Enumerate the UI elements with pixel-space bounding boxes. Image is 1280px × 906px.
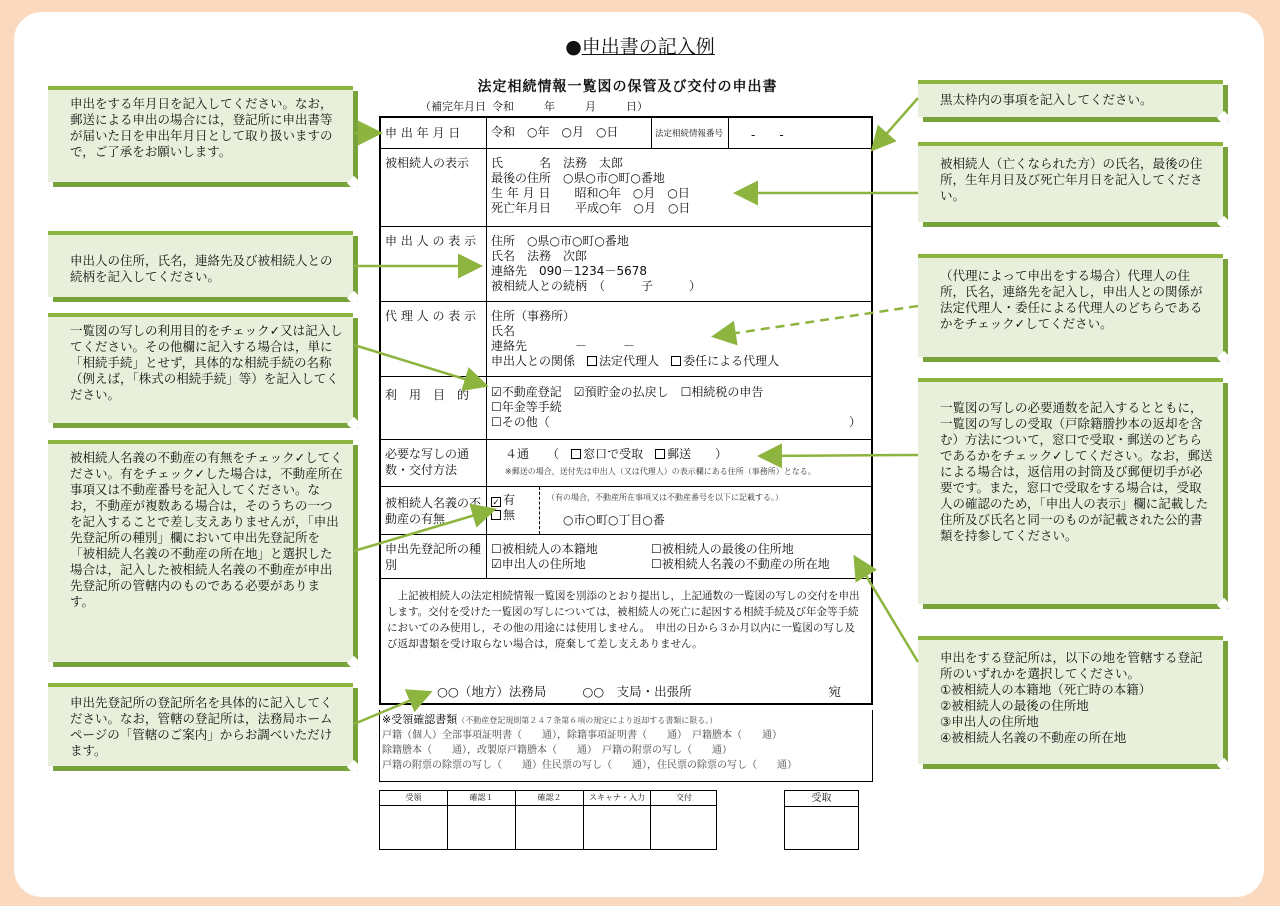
checkbox-property-location[interactable]: ☐ (651, 557, 662, 571)
stamp-check-1: 確認１ (448, 791, 515, 806)
checkbox-applicant-address[interactable]: ☑ (491, 557, 502, 571)
copies-count: ４通 (505, 447, 530, 461)
arrow-real-estate (354, 510, 492, 551)
arrow-copies (762, 455, 918, 456)
label-application-date: 申 出 年 月 日 (381, 118, 487, 148)
checkbox-other[interactable]: ☐ (491, 415, 502, 429)
callout-purpose: 一覧図の写しの利用目的をチェック✓又は記入してください。その他欄に記入する場合は，単に「相続手続」とせず，具体的な相続手続の名称（例えば，「株式の相続手続」等）を記入してください。 (48, 313, 353, 423)
label-real-estate: 被相続人名義の不動産の有無 (381, 487, 487, 534)
deceased-last-address: 最後の住所 ○県○市○町○番地 (491, 171, 665, 185)
stamp-receipt: 受領 (380, 791, 447, 806)
checkbox-pension[interactable]: ☐ (491, 400, 502, 414)
supplement-date: （補完年月日 令和 年 月 日） (420, 100, 648, 113)
callout-copies: 一覧図の写しの必要通数を記入するとともに，一覧図の写しの受取（戸除籍謄抄本の返却を含む）方法について，窓口で受取・郵送のどちらであるかをチェック✓してください。なお，郵送による場合は，返信用の封筒及び郵便切手が必要です。また，窓口で受取をする場合は，受取人の確認のため，「申出人の表示」欄に記載した住所及び氏名と同一のものが記載された公的書類を持参してください。 (918, 378, 1223, 604)
stamp-check-2: 確認２ (516, 791, 583, 806)
stamp-pickup-label: 受取 (785, 791, 858, 807)
page-title: ●申出書の記入例 (565, 36, 715, 58)
label-applicant: 申 出 人 の 表 示 (381, 227, 487, 301)
stamp-scan-input: スキャナ・入力 (584, 791, 650, 806)
callout-bureau: 申出先登記所の登記所名を具体的に記入してください。なお，管轄の登記所は，法務局ホームページの「管轄のご案内」からお調べいただけます。 (48, 683, 353, 766)
label-agent: 代 理 人 の 表 示 (381, 302, 487, 376)
checkbox-inheritance-tax[interactable]: ☐ (680, 385, 692, 399)
arrow-office (856, 559, 918, 662)
real-estate-location: ○市○町○丁目○番 (563, 513, 665, 527)
inheritance-info-number-label: 法定相続情報番号 (651, 118, 729, 148)
agent-name: 氏名 (491, 324, 516, 338)
callout-office-item-2: ②被相続人の最後の住所地 (940, 698, 1089, 713)
callout-thick-frame: 黒太枠内の事項を記入してください。 (918, 80, 1223, 117)
callout-application-date: 申出をする年月日を記入してください。なお，郵送による申出の場合には，登記所に申出書等が届いた日を申出年月日として取り扱いますので，ご了承をお願いします。 (48, 86, 353, 182)
copies-details: ４通 （ 窓口で受取 郵送 ） ※郵送の場合，送付先は申出人（又は代理人）の表示欄にある住所（事務所）となる。 (505, 447, 867, 479)
agent-address: 住所（事務所） (491, 309, 576, 323)
agent-relationship: 申出人との関係 法定代理人 委任による代理人 (491, 354, 780, 368)
label-purpose: 利 用 目 的 (381, 377, 487, 439)
checkbox-domicile[interactable]: ☐ (491, 542, 502, 556)
bureau-name: ○○（地方）法務局 (437, 684, 547, 699)
branch-name: ○○ 支局・出張所 (582, 684, 692, 699)
callout-office-head: 申出をする登記所は，以下の地を管轄する登記所のいずれかを選択してください。 (940, 650, 1203, 681)
purpose-options: ☑不動産登記 ☑預貯金の払戻し ☐相続税の申告 ☐年金等手続 ☐その他（ ） (491, 385, 861, 429)
office-type-options: ☐被相続人の本籍地 ☐被相続人の最後の住所地 ☑申出人の住所地 ☐被相続人名義の不動産の所在地 (491, 542, 830, 571)
applicant-address: 住所 ○県○市○町○番地 (491, 234, 629, 248)
callout-office-item-4: ④被相続人名義の不動産の所在地 (940, 730, 1127, 745)
callout-deceased: 被相続人（亡くなられた方）の氏名，最後の住所，生年月日及び死亡年月日を記入してください。 (918, 142, 1223, 222)
real-estate-note: （有の場合，不動産所在事項又は不動産番号を以下に記載する。） (547, 493, 783, 502)
arrow-agent (716, 306, 918, 336)
checkbox-real-estate-registration[interactable]: ☑ (491, 385, 502, 399)
form-title: 法定相続情報一覧図の保管及び交付の申出書 (477, 79, 778, 95)
real-estate-options: ✓ 有 無 (492, 493, 516, 522)
receipt-documents-note: ※受領確認書類（不動産登記規則第２４７条第６項の規定により返却する書類に限る。） 戸籍（個人）全部事項証明書（ 通），除籍事項証明書（ 通） 戸籍謄本（ 通） 除籍謄本（ 通），改製原戸籍謄本（ 通） 戸籍の附票の写し（ 通） 戸籍の附票の除票の写し（ 通）住民票の写し（ 通），住民票の除票の写し（ 通） (382, 712, 874, 773)
applicant-contact: 連絡先 090－1234－5678 (491, 264, 647, 278)
checkbox-real-estate-yes[interactable]: ✓ (492, 498, 500, 508)
receipt-line-1: 戸籍（個人）全部事項証明書（ 通），除籍事項証明書（ 通） 戸籍謄本（ 通） (382, 730, 782, 741)
copies-mail-note: ※郵送の場合，送付先は申出人（又は代理人）の表示欄にある住所（事務所）となる。 (505, 467, 816, 476)
agent-contact: 連絡先 － － (491, 339, 636, 353)
label-copies: 必要な写しの通数・交付方法 (381, 440, 487, 486)
callout-real-estate: 被相続人名義の不動産の有無をチェック✓してください。有をチェック✓した場合は，不動産所在事項又は不動産番号を記入してください。なお，不動産が複数ある場合は，そのうちの一つを記入することで差し支えありませんが，「申出先登記所の種別」欄において申出先登記所を「被相続人名義の不動産の所在地」と選択した場合は，記入した被相続人名義の不動産が申出先登記所の管轄内のものである必要があります。 (48, 440, 353, 662)
callout-office-item-3: ③申出人の住所地 (940, 714, 1039, 729)
arrow-bureau (354, 693, 428, 724)
receipt-line-2: 除籍謄本（ 通），改製原戸籍謄本（ 通） 戸籍の附票の写し（ 通） (382, 745, 732, 756)
callout-office-item-1: ①被相続人の本籍地（死亡時の本籍） (940, 682, 1152, 697)
arrow-frame (874, 98, 918, 148)
declaration-statement: 上記被相続人の法定相続情報一覧図を別添のとおり提出し，上記通数の一覧図の写しの交付を申出します。交付を受けた一覧図の写しについては，被相続人の死亡に起因する相続手続及び年金等手続においてのみ使用し，その他の用途には使用しません。 申出の日から３か月以内に一覧図の写し及び返却書類を受け取らない場合は，廃棄して差し支えありません。 (387, 590, 860, 650)
application-date-value: 令和 ○年 ○月 ○日 (491, 125, 619, 139)
applicant-name: 氏名 法務 次郎 (491, 249, 588, 263)
inheritance-info-number-value: - - (751, 128, 784, 142)
applicant-relationship: 被相続人との続柄 （ 子 ） (491, 279, 702, 293)
callout-applicant: 申出人の住所，氏名，連絡先及び被相続人との続柄を記入してください。 (48, 231, 353, 297)
arrow-purpose (354, 345, 484, 385)
deceased-name: 氏 名 法務 太郎 (491, 156, 624, 170)
checkbox-deposit-withdrawal[interactable]: ☑ (573, 385, 585, 399)
receipt-line-3: 戸籍の附票の除票の写し（ 通）住民票の写し（ 通），住民票の除票の写し（ 通） (382, 760, 797, 771)
label-office-type: 申出先登記所の種別 (381, 535, 487, 578)
checkbox-last-address[interactable]: ☐ (651, 542, 662, 556)
stamp-delivery: 交付 (651, 791, 717, 806)
bureau-line: ○○（地方）法務局 ○○ 支局・出張所 宛 (437, 684, 841, 699)
deceased-death-date: 死亡年月日 平成○年 ○月 ○日 (491, 201, 691, 215)
callout-agent: （代理によって申出をする場合）代理人の住所，氏名，連絡先を記入し，申出人との関係が法定代理人・委任による代理人のどちらであるかをチェック✓してください。 (918, 254, 1223, 357)
label-deceased: 被相続人の表示 (381, 149, 487, 226)
deceased-birth-date: 生 年 月 日 昭和○年 ○月 ○日 (491, 186, 690, 200)
